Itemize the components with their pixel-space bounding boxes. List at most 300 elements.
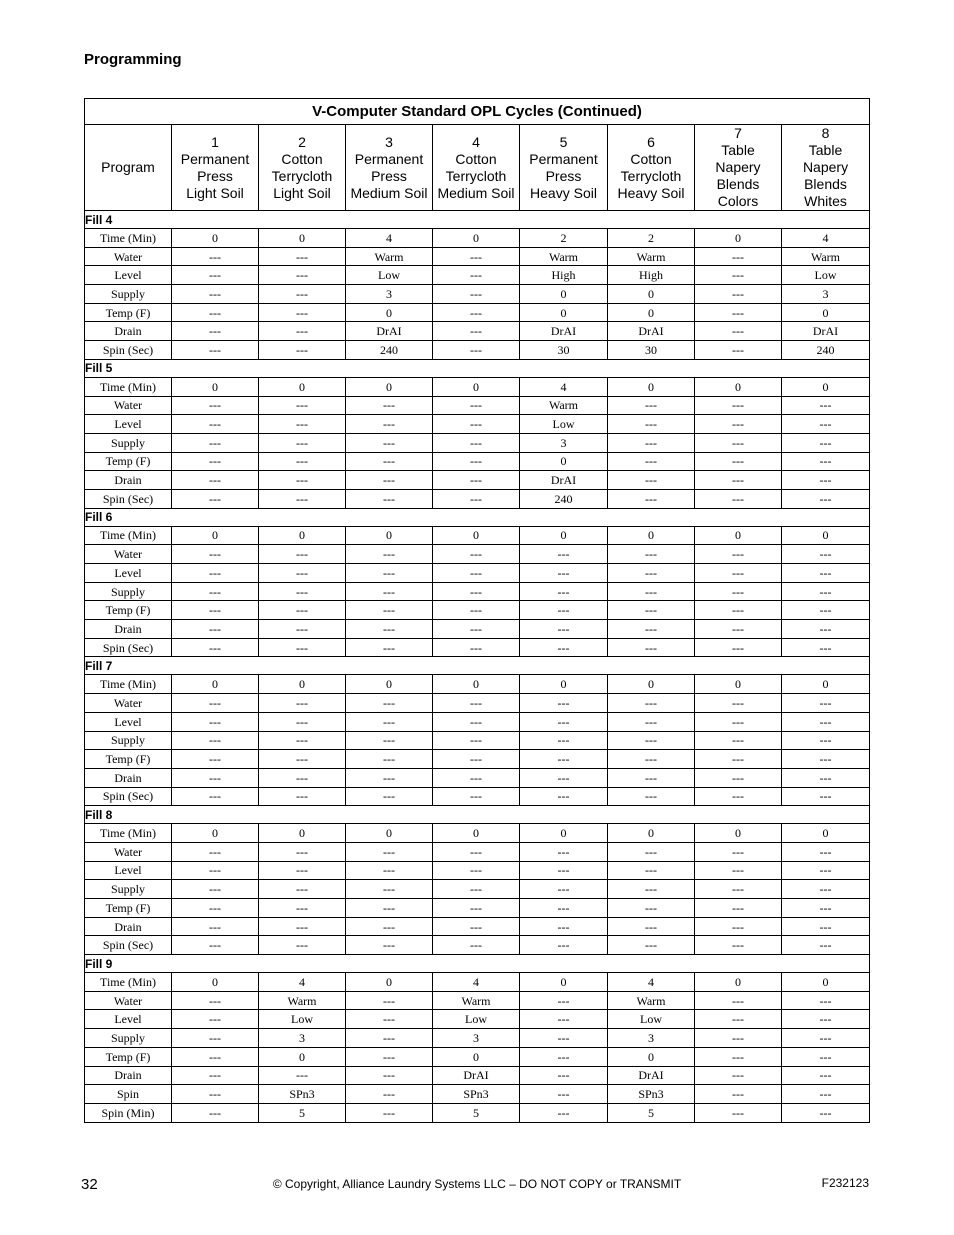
table-cell: --- <box>433 564 520 583</box>
table-cell: 0 <box>782 303 870 322</box>
table-row <box>85 396 870 415</box>
table-cell: --- <box>695 489 782 508</box>
header-line: Light Soil <box>273 184 331 201</box>
table-cell: --- <box>782 1066 870 1085</box>
table-cell: --- <box>172 880 259 899</box>
table-cell: 0 <box>695 973 782 992</box>
table-row <box>85 694 870 713</box>
table-cell: --- <box>695 1103 782 1122</box>
table-cell: --- <box>172 582 259 601</box>
table-cell: --- <box>608 712 695 731</box>
table-cell: --- <box>520 899 608 918</box>
table-cell: 5 <box>259 1103 346 1122</box>
table-cell: --- <box>259 489 346 508</box>
table-row <box>85 489 870 508</box>
table-cell: 3 <box>608 1029 695 1048</box>
row-label: Supply <box>85 1029 172 1048</box>
fill-name: Fill 8 <box>85 806 870 824</box>
table-row <box>85 787 870 806</box>
table-cell: DrAI <box>346 322 433 341</box>
table-cell: 0 <box>695 526 782 545</box>
table-row <box>85 768 870 787</box>
program-header: Program <box>85 125 172 211</box>
header-line: Heavy Soil <box>530 184 597 201</box>
header-line: Light Soil <box>186 184 244 201</box>
table-cell: --- <box>172 1029 259 1048</box>
row-label: Water <box>85 247 172 266</box>
table-cell: --- <box>608 842 695 861</box>
fill-name: Fill 4 <box>85 211 870 229</box>
page-number: 32 <box>81 1176 98 1193</box>
table-cell: --- <box>172 471 259 490</box>
row-label: Temp (F) <box>85 452 172 471</box>
table-cell: 0 <box>782 675 870 694</box>
table-row <box>85 341 870 360</box>
table-cell: --- <box>346 601 433 620</box>
table-cell: 0 <box>520 303 608 322</box>
table-cell: --- <box>433 266 520 285</box>
table-cell: 0 <box>520 285 608 304</box>
row-label: Temp (F) <box>85 601 172 620</box>
table-row <box>85 620 870 639</box>
table-cell: --- <box>695 842 782 861</box>
table-cell: --- <box>346 1066 433 1085</box>
table-cell: --- <box>695 991 782 1010</box>
table-cell: DrAI <box>520 471 608 490</box>
table-cell: 0 <box>259 229 346 248</box>
table-row <box>85 750 870 769</box>
table-cell: --- <box>172 1047 259 1066</box>
row-label: Supply <box>85 731 172 750</box>
table-cell: --- <box>259 694 346 713</box>
fill-section-header <box>85 508 870 526</box>
row-label: Drain <box>85 471 172 490</box>
table-cell: --- <box>433 471 520 490</box>
table-title: V-Computer Standard OPL Cycles (Continued) <box>85 99 870 125</box>
table-cell: --- <box>433 415 520 434</box>
table-cell: --- <box>782 787 870 806</box>
table-cell: 5 <box>433 1103 520 1122</box>
table-cell: 0 <box>608 1047 695 1066</box>
header-line: Medium Soil <box>350 184 428 201</box>
table-cell: --- <box>346 638 433 657</box>
table-cell: 0 <box>695 824 782 843</box>
table-cell: --- <box>782 768 870 787</box>
table-cell: DrAI <box>608 1066 695 1085</box>
table-cell: --- <box>259 396 346 415</box>
header-line: Table <box>721 142 755 158</box>
table-cell: --- <box>259 917 346 936</box>
table-cell: --- <box>346 452 433 471</box>
program-column-header <box>608 125 695 211</box>
table-cell: --- <box>608 433 695 452</box>
column-header-row <box>85 125 870 211</box>
table-cell: 0 <box>520 526 608 545</box>
table-cell: --- <box>259 899 346 918</box>
header-line: Press <box>197 167 233 184</box>
table-cell: --- <box>695 452 782 471</box>
table-cell: --- <box>695 433 782 452</box>
table-cell: 4 <box>259 973 346 992</box>
table-cell: --- <box>259 601 346 620</box>
table-cell: --- <box>782 396 870 415</box>
header-line: Permanent <box>529 150 598 167</box>
row-label: Time (Min) <box>85 526 172 545</box>
fill-name: Fill 5 <box>85 359 870 377</box>
table-cell: Warm <box>346 247 433 266</box>
table-cell: --- <box>259 247 346 266</box>
table-cell: --- <box>695 582 782 601</box>
table-cell: --- <box>346 1085 433 1104</box>
table-cell: --- <box>520 564 608 583</box>
table-cell: 0 <box>346 824 433 843</box>
table-cell: --- <box>259 285 346 304</box>
program-column-header <box>520 125 608 211</box>
table-cell: --- <box>259 433 346 452</box>
table-cell: --- <box>433 285 520 304</box>
table-cell: 0 <box>608 526 695 545</box>
row-label: Level <box>85 415 172 434</box>
table-cell: 4 <box>520 377 608 396</box>
row-label: Water <box>85 842 172 861</box>
table-cell: --- <box>433 452 520 471</box>
table-cell: --- <box>433 917 520 936</box>
table-row <box>85 377 870 396</box>
table-cell: --- <box>782 452 870 471</box>
header-line: Press <box>371 167 407 184</box>
header-line: Medium Soil <box>437 184 515 201</box>
table-row <box>85 712 870 731</box>
fill-section-header <box>85 359 870 377</box>
row-label: Spin (Sec) <box>85 341 172 360</box>
header-line: Blends <box>716 176 760 192</box>
table-cell: Warm <box>608 991 695 1010</box>
table-cell: --- <box>346 1010 433 1029</box>
table-cell: --- <box>172 787 259 806</box>
table-row <box>85 880 870 899</box>
header-line: 5 <box>559 133 568 150</box>
table-cell: --- <box>346 842 433 861</box>
table-cell: High <box>608 266 695 285</box>
table-cell: --- <box>608 861 695 880</box>
table-cell: --- <box>172 601 259 620</box>
header-line: Heavy Soil <box>617 184 685 201</box>
table-cell: Low <box>782 266 870 285</box>
table-cell: --- <box>346 899 433 918</box>
table-cell: --- <box>608 452 695 471</box>
table-cell: 0 <box>520 452 608 471</box>
table-cell: --- <box>695 303 782 322</box>
table-cell: --- <box>433 489 520 508</box>
table-cell: --- <box>520 991 608 1010</box>
table-cell: 0 <box>259 1047 346 1066</box>
table-row <box>85 1029 870 1048</box>
section-title: Programming <box>84 51 182 68</box>
table-cell: SPn3 <box>608 1085 695 1104</box>
table-cell: 0 <box>608 675 695 694</box>
table-cell: --- <box>433 787 520 806</box>
table-cell: 3 <box>433 1029 520 1048</box>
table-row <box>85 861 870 880</box>
row-label: Water <box>85 694 172 713</box>
copyright-notice: © Copyright, Alliance Laundry Systems LLC – DO NOT COPY or TRANSMIT <box>272 1177 682 1191</box>
table-cell: --- <box>782 880 870 899</box>
table-cell: --- <box>346 545 433 564</box>
table-cell: --- <box>172 638 259 657</box>
row-label: Water <box>85 991 172 1010</box>
table-cell: Warm <box>608 247 695 266</box>
row-label: Spin (Min) <box>85 1103 172 1122</box>
table-cell: --- <box>520 694 608 713</box>
table-cell: --- <box>433 880 520 899</box>
table-cell: 0 <box>782 377 870 396</box>
table-cell: --- <box>695 694 782 713</box>
table-cell: --- <box>172 1010 259 1029</box>
table-cell: --- <box>433 899 520 918</box>
table-cell: 0 <box>520 675 608 694</box>
table-cell: --- <box>172 1103 259 1122</box>
table-cell: --- <box>172 620 259 639</box>
table-cell: --- <box>608 731 695 750</box>
table-cell: --- <box>520 545 608 564</box>
row-label: Drain <box>85 917 172 936</box>
table-cell: SPn3 <box>433 1085 520 1104</box>
table-cell: --- <box>782 899 870 918</box>
table-cell: --- <box>695 768 782 787</box>
table-row <box>85 285 870 304</box>
table-cell: --- <box>172 991 259 1010</box>
row-label: Temp (F) <box>85 303 172 322</box>
header-line: Blends <box>804 176 847 192</box>
row-label: Temp (F) <box>85 1047 172 1066</box>
table-cell: 0 <box>259 675 346 694</box>
header-line: Whites <box>804 193 847 209</box>
table-cell: --- <box>608 601 695 620</box>
table-cell: --- <box>520 917 608 936</box>
table-cell: DrAI <box>782 322 870 341</box>
table-cell: 4 <box>782 229 870 248</box>
row-label: Temp (F) <box>85 750 172 769</box>
table-cell: --- <box>259 564 346 583</box>
table-cell: --- <box>782 582 870 601</box>
table-cell: --- <box>520 750 608 769</box>
table-cell: --- <box>433 638 520 657</box>
table-cell: --- <box>259 861 346 880</box>
table-row <box>85 582 870 601</box>
table-cell: --- <box>433 712 520 731</box>
table-cell: --- <box>608 415 695 434</box>
table-row <box>85 433 870 452</box>
table-cell: 4 <box>346 229 433 248</box>
table-cell: --- <box>782 471 870 490</box>
row-label: Level <box>85 564 172 583</box>
table-cell: --- <box>433 750 520 769</box>
table-cell: --- <box>433 861 520 880</box>
table-row <box>85 1103 870 1122</box>
table-cell: --- <box>172 768 259 787</box>
table-cell: --- <box>520 1066 608 1085</box>
program-column-header <box>695 125 782 211</box>
table-cell: --- <box>782 750 870 769</box>
table-cell: --- <box>172 694 259 713</box>
table-cell: --- <box>695 936 782 955</box>
table-cell: --- <box>782 917 870 936</box>
table-cell: Warm <box>782 247 870 266</box>
table-cell: 2 <box>608 229 695 248</box>
table-cell: --- <box>259 582 346 601</box>
table-cell: 3 <box>782 285 870 304</box>
table-cell: Low <box>520 415 608 434</box>
header-line: Terrycloth <box>445 167 507 184</box>
fill-section-header <box>85 211 870 229</box>
table-cell: 0 <box>259 824 346 843</box>
table-cell: --- <box>346 861 433 880</box>
row-label: Time (Min) <box>85 229 172 248</box>
table-cell: --- <box>433 322 520 341</box>
table-row <box>85 322 870 341</box>
table-cell: --- <box>172 489 259 508</box>
table-cell: --- <box>608 768 695 787</box>
table-cell: 0 <box>346 377 433 396</box>
table-cell: --- <box>520 1010 608 1029</box>
table-cell: --- <box>608 620 695 639</box>
table-cell: --- <box>782 415 870 434</box>
table-row <box>85 824 870 843</box>
table-cell: 0 <box>782 824 870 843</box>
table-row <box>85 973 870 992</box>
header-line: Terrycloth <box>271 167 333 184</box>
table-cell: --- <box>172 266 259 285</box>
table-cell: --- <box>520 731 608 750</box>
table-cell: DrAI <box>608 322 695 341</box>
table-cell: --- <box>259 620 346 639</box>
table-cell: --- <box>172 545 259 564</box>
table-cell: --- <box>259 545 346 564</box>
table-cell: --- <box>608 750 695 769</box>
table-cell: --- <box>695 396 782 415</box>
table-cell: --- <box>433 582 520 601</box>
table-cell: --- <box>695 545 782 564</box>
table-cell: 0 <box>608 303 695 322</box>
table-cell: --- <box>782 601 870 620</box>
table-cell: 0 <box>259 377 346 396</box>
table-cell: Warm <box>259 991 346 1010</box>
table-cell: --- <box>433 731 520 750</box>
table-cell: 0 <box>433 377 520 396</box>
row-label: Spin (Sec) <box>85 936 172 955</box>
table-cell: --- <box>520 1047 608 1066</box>
table-row <box>85 917 870 936</box>
table-cell: --- <box>695 564 782 583</box>
table-cell: --- <box>346 396 433 415</box>
table-cell: 0 <box>433 675 520 694</box>
table-cell: --- <box>608 936 695 955</box>
table-cell: 0 <box>172 229 259 248</box>
table-cell: --- <box>782 1010 870 1029</box>
table-row <box>85 675 870 694</box>
table-cell: --- <box>608 564 695 583</box>
header-line: Napery <box>715 159 761 175</box>
table-cell: 0 <box>695 229 782 248</box>
table-cell: --- <box>259 415 346 434</box>
table-cell: --- <box>433 341 520 360</box>
table-row <box>85 415 870 434</box>
table-cell: --- <box>782 842 870 861</box>
table-cell: --- <box>346 1029 433 1048</box>
table-cell: --- <box>433 601 520 620</box>
table-cell: --- <box>346 1047 433 1066</box>
header-line: Cotton <box>455 150 497 167</box>
table-cell: --- <box>695 285 782 304</box>
table-cell: 0 <box>346 526 433 545</box>
table-cell: --- <box>520 582 608 601</box>
table-cell: --- <box>259 768 346 787</box>
row-label: Drain <box>85 768 172 787</box>
table-cell: --- <box>433 247 520 266</box>
table-cell: --- <box>520 1103 608 1122</box>
table-cell: --- <box>346 712 433 731</box>
row-label: Water <box>85 545 172 564</box>
row-label: Spin (Sec) <box>85 787 172 806</box>
table-row <box>85 229 870 248</box>
table-cell: --- <box>346 917 433 936</box>
header-line: 4 <box>472 133 480 150</box>
table-cell: --- <box>520 880 608 899</box>
table-row <box>85 1010 870 1029</box>
table-cell: --- <box>172 842 259 861</box>
table-cell: --- <box>259 750 346 769</box>
table-cell: 4 <box>433 973 520 992</box>
table-cell: --- <box>346 564 433 583</box>
table-cell: --- <box>782 1085 870 1104</box>
table-cell: --- <box>608 899 695 918</box>
row-label: Level <box>85 712 172 731</box>
table-cell: --- <box>259 842 346 861</box>
table-cell: --- <box>695 638 782 657</box>
table-cell: --- <box>259 1066 346 1085</box>
table-cell: --- <box>259 266 346 285</box>
table-cell: --- <box>433 842 520 861</box>
table-cell: --- <box>346 768 433 787</box>
table-cell: 0 <box>695 675 782 694</box>
header-line: Permanent <box>180 150 250 167</box>
row-label: Drain <box>85 1066 172 1085</box>
program-column-header <box>782 125 870 211</box>
table-cell: 0 <box>608 824 695 843</box>
table-row <box>85 638 870 657</box>
table-cell: --- <box>782 1047 870 1066</box>
table-cell: --- <box>346 489 433 508</box>
table-cell: 0 <box>433 824 520 843</box>
table-cell: --- <box>520 768 608 787</box>
row-label: Spin (Sec) <box>85 489 172 508</box>
header-line: Table <box>808 142 843 158</box>
row-label: Drain <box>85 620 172 639</box>
document-code: F232123 <box>821 1176 869 1190</box>
table-row <box>85 452 870 471</box>
table-cell: --- <box>172 415 259 434</box>
table-cell: --- <box>695 750 782 769</box>
table-cell: --- <box>346 415 433 434</box>
row-label: Temp (F) <box>85 899 172 918</box>
header-line: Cotton <box>630 150 672 167</box>
table-cell: --- <box>172 396 259 415</box>
table-cell: --- <box>520 638 608 657</box>
table-body <box>85 211 870 1123</box>
header-line: Colors <box>717 193 759 209</box>
row-label: Supply <box>85 582 172 601</box>
table-cell: --- <box>346 582 433 601</box>
